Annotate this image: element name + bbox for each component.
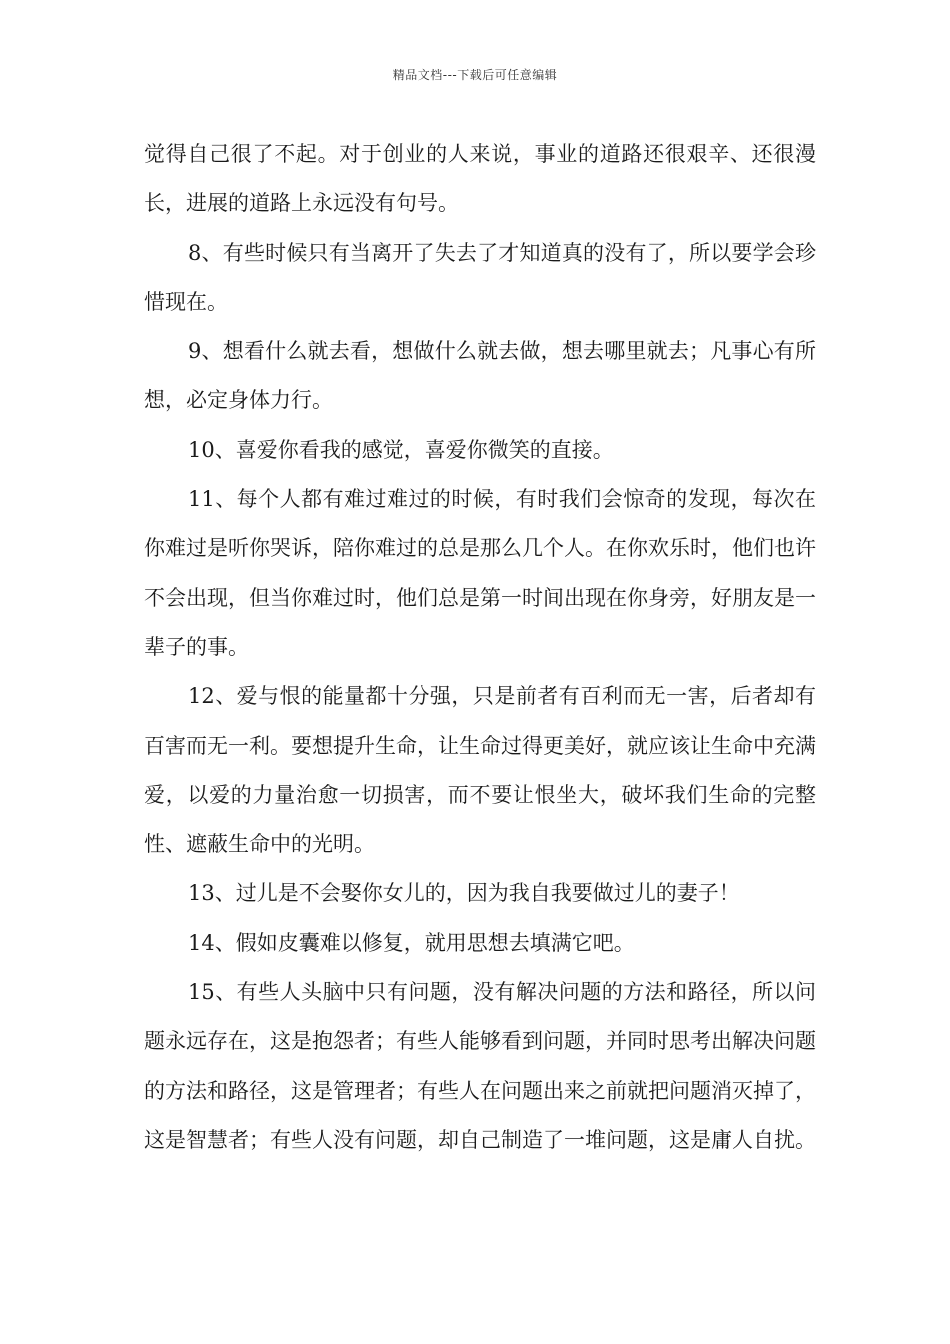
- paragraph-item-15: 15、有些人头脑中只有问题，没有解决问题的方法和路径，所以问题永远存在，这是抱怨者；有些人能够看到问题，并同时思考出解决问题的方法和路径，这是管理者；有些人在问题出来之前就把问题消灭掉了，这是智慧者；有些人没有问题，却自己制造了一堆问题，这是庸人自扰。: [144, 980, 816, 1152]
- paragraph-item-8: 8、有些时候只有当离开了失去了才知道真的没有了，所以要学会珍惜现在。: [144, 240, 816, 314]
- page-header: 精品文档---下载后可任意编辑: [392, 68, 558, 82]
- paragraph-item-10: 10、喜爱你看我的感觉，喜爱你微笑的直接。: [188, 437, 614, 462]
- document-body: [144, 130, 816, 1165]
- paragraph-item-12: 12、爱与恨的能量都十分强，只是前者有百利而无一害，后者却有百害而无一利。要想提升生命，让生命过得更美好，就应该让生命中充满爱，以爱的力量治愈一切损害，而不要让恨坐大，破坏我们生命的完整性、遮蔽生命中的光明。: [144, 684, 816, 857]
- paragraph-item-14: 14、假如皮囊难以修复，就用思想去填满它吧。: [188, 930, 635, 955]
- paragraph-item-13: 13、过儿是不会娶你女儿的，因为我自我要做过儿的妻子！: [188, 881, 740, 906]
- paragraph-item-11: 11、每个人都有难过难过的时候，有时我们会惊奇的发现，每次在你难过是听你哭诉，陪你难过的总是那么几个人。在你欢乐时，他们也许不会出现，但当你难过时，他们总是第一时间出现在你身旁，好朋友是一辈子的事。: [144, 487, 816, 659]
- paragraph-item-9: 9、想看什么就去看，想做什么就去做，想去哪里就去；凡事心有所想，必定身体力行。: [144, 339, 816, 413]
- paragraph-continued: 觉得自己很了不起。对于创业的人来说，事业的道路还很艰辛、还很漫长，进展的道路上永远没有句号。: [144, 142, 816, 216]
